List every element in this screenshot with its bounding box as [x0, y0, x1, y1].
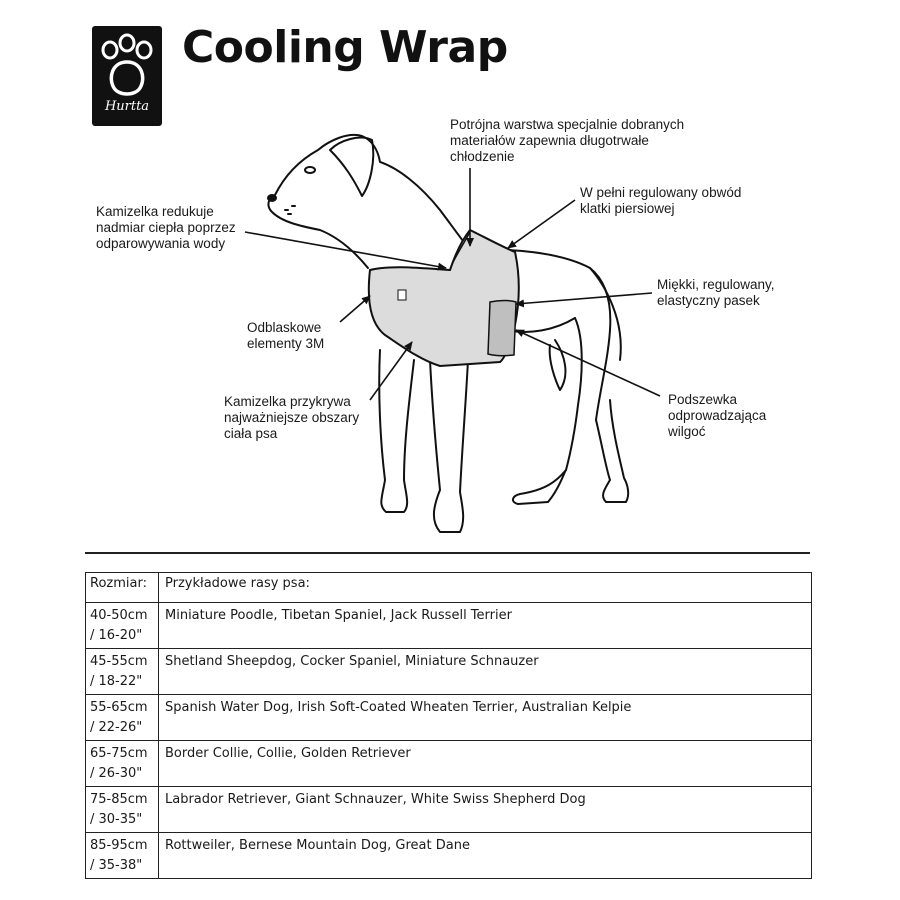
breeds-cell: Miniature Poodle, Tibetan Spaniel, Jack Russell Terrier	[159, 603, 812, 649]
header-size: Rozmiar:	[86, 573, 159, 603]
breeds-cell: Spanish Water Dog, Irish Soft-Coated Wheaten Terrier, Australian Kelpie	[159, 695, 812, 741]
table-header-row	[86, 573, 812, 603]
size-cell: 45-55cm / 18-22"	[86, 649, 159, 695]
logo-wordmark: Hurtta	[104, 99, 150, 114]
size-cell: 40-50cm / 16-20"	[86, 603, 159, 649]
table-row	[86, 695, 812, 741]
section-divider	[85, 552, 810, 554]
breeds-cell: Shetland Sheepdog, Cocker Spaniel, Miniature Schnauzer	[159, 649, 812, 695]
table-row	[86, 833, 812, 879]
breeds-cell: Labrador Retriever, Giant Schnauzer, White Swiss Shepherd Dog	[159, 787, 812, 833]
table-row	[86, 787, 812, 833]
breeds-cell: Rottweiler, Bernese Mountain Dog, Great Dane	[159, 833, 812, 879]
callout-vest-reduces: Kamizelka redukuje nadmiar ciepła poprzez odparowywania wody	[96, 204, 236, 251]
callout-layer: Potrójna warstwa specjalnie dobranych materiałów zapewnia długotrwałe chłodzenie	[450, 117, 685, 164]
table-row	[86, 741, 812, 787]
size-cell: 55-65cm / 22-26"	[86, 695, 159, 741]
size-cell: 85-95cm / 35-38"	[86, 833, 159, 879]
breeds-cell: Border Collie, Collie, Golden Retriever	[159, 741, 812, 787]
callout-strap: Miękki, regulowany, elastyczny pasek	[657, 277, 775, 308]
table-row	[86, 649, 812, 695]
callout-reflective: Odblaskowe elementy 3M	[247, 320, 325, 351]
size-cell: 75-85cm / 30-35"	[86, 787, 159, 833]
size-cell: 65-75cm / 26-30"	[86, 741, 159, 787]
table-row	[86, 603, 812, 649]
callout-lining: Podszewka odprowadzająca wilgoć	[668, 392, 767, 439]
callout-covers: Kamizelka przykrywa najważniejsze obszary ciała psa	[224, 394, 360, 441]
page-title: Cooling Wrap	[182, 22, 508, 73]
size-table	[85, 572, 812, 879]
header-breeds: Przykładowe rasy psa:	[159, 573, 812, 603]
callout-girth: W pełni regulowany obwód klatki piersiowej	[580, 185, 742, 216]
